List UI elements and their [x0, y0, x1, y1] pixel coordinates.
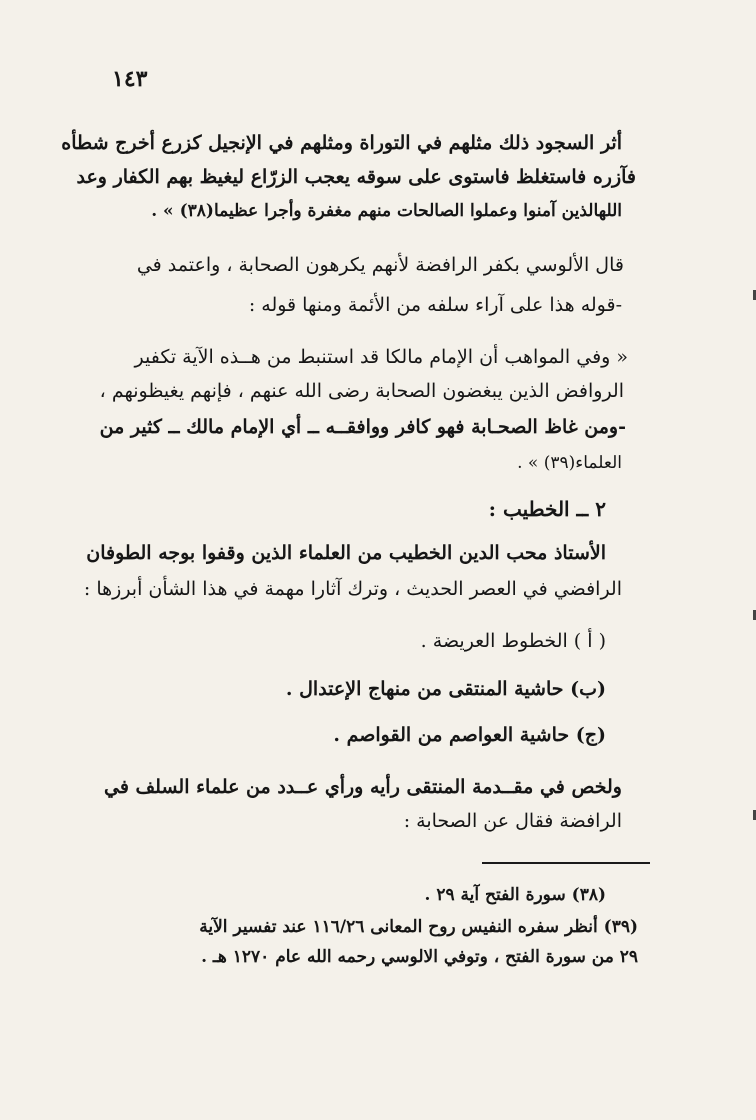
para-2-line-1: الأستاذ محب الدين الخطيب من العلماء الذين وقفوا بوجه الطوفان [86, 542, 606, 564]
para-1-line-2: -قوله هذا على آراء سلفه من الأئمة ومنها قوله : [248, 294, 622, 316]
page-number: ١٤٣ [112, 66, 148, 92]
section-heading: ٢ ــ الخطيب : [488, 497, 606, 521]
quote-1-line-2: فآزره فاستغلظ فاستوى على سوقه يعجب الزرّاع ليغيظ بهم الكفار وعد [76, 166, 636, 188]
footnote-39-line-1: (٣٩) أنظر سفره النفيس روح المعانى ١١٦/٢٦ عند تفسير الآية [199, 917, 638, 937]
footnote-39-line-2: ٢٩ من سورة الفتح ، وتوفي الالوسي رحمه الله عام ١٢٧٠ هـ . [201, 947, 638, 967]
list-item-b: (ب) حاشية المنتقى من منهاج الإعتدال . [285, 678, 606, 700]
quote-1-line-3: اللهالذين آمنوا وعملوا الصالحات منهم مغفرة وأجرا عظيما(٣٨) » . [151, 201, 622, 221]
footnote-38: (٣٨) سورة الفتح آية ٢٩ . [424, 885, 606, 905]
quote-2-line-4: العلماء(٣٩) » . [517, 453, 622, 473]
para-3-line-1: ولخص في مقــدمة المنتقى رأيه ورأي عــدد من علماء السلف في [103, 776, 622, 798]
para-1-line-1: قال الألوسي بكفر الرافضة لأنهم يكرهون الصحابة ، واعتمد في [136, 254, 624, 276]
list-item-a: ( أ ) الخطوط العريضة . [420, 630, 606, 652]
footnote-separator [482, 862, 650, 864]
list-item-c: (ج) حاشية العواصم من القواصم . [333, 724, 606, 746]
quote-2-line-3: -ومن غاظ الصحـابة فهو كافر ووافقــه ــ أي الإمام مالك ــ كثير من [99, 416, 626, 438]
para-2-line-2: الرافضي في العصر الحديث ، وترك آثارا مهمة في هذا الشأن أبرزها : [83, 578, 622, 600]
quote-2-line-2: الروافض الذين يبغضون الصحابة رضى الله عنهم ، فإنهم يغيظونهم ، [99, 380, 624, 402]
quote-2-line-1: « وفي المواهب أن الإمام مالكا قد استنبط من هــذه الآية تكفير [134, 346, 628, 368]
quote-1-line-1: أثر السجود ذلك مثلهم في التوراة ومثلهم في الإنجيل كزرع أخرج شطأه [61, 132, 622, 154]
para-3-line-2: الرافضة فقال عن الصحابة : [403, 810, 622, 832]
